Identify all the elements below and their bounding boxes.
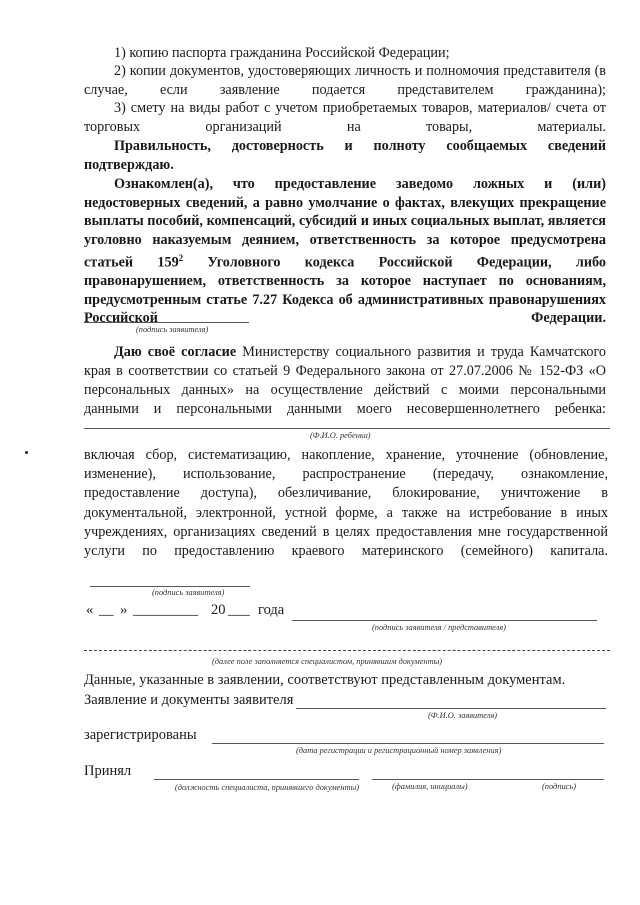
- accepted-label: Принял: [84, 763, 132, 779]
- registered-label: зарегистрированы: [84, 727, 197, 743]
- registration-caption: (дата регистрации и регистрационный номер заявления): [296, 746, 502, 755]
- item-representative-docs: 2) копии документов, удостоверяющих личность и полномочия представителя (в случае, если заявление подается представителем гражданина);: [84, 63, 606, 98]
- data-match-statement: Данные, указанные в заявлении, соответствуют представленным документам.: [84, 672, 566, 688]
- signature-line-1[interactable]: [84, 322, 249, 323]
- date-month-field[interactable]: _________: [133, 602, 199, 618]
- child-fio-caption: (Ф.И.О. ребенка): [310, 431, 371, 440]
- consent-text: Министерству социального развития и труда Камчатского края в соответствии со статьей 9 Федерального закона от 27.07.2006 № 152-ФЗ «О персональных данных» на осуществление действий с моими персональными данными и персональными данными моего несовершеннолетнего ребенка:: [84, 344, 606, 417]
- position-caption: (должность специалиста, принявшего документы): [174, 783, 360, 792]
- liability-text-2: Уголовного кодекса Российской Федерации, либо правонарушением, ответственность за которое наступает по основаниям, предусмотренным статье 7.27 Кодекса об административных правонарушениях Российской Федерации.: [84, 254, 606, 327]
- consent-paragraph: [84, 343, 606, 419]
- article-superscript: 2: [178, 253, 184, 263]
- liability-notice: [84, 175, 606, 328]
- processing-paragraph: включая сбор, систематизацию, накопление, хранение, уточнение (обновление, изменение), использование, распространение (передачу, ознакомление, предоставление доступа), обезличивание, блокирование, уничтожение в документальной, электронной, устной форме, а также на истребование в иных учреждениях, организациях сведений в целях предоставления мне государственной услуги по предоставлению краевого материнского (семейного) капитала.: [84, 447, 608, 560]
- specialist-position-line[interactable]: [154, 779, 359, 780]
- date-open-quote: «: [86, 602, 94, 618]
- signature-caption-1: (подпись заявителя): [136, 325, 209, 334]
- applicant-fio-line[interactable]: [296, 708, 606, 709]
- consent-bold: Даю своё согласие: [114, 344, 237, 360]
- correctness-statement: Правильность, достоверность и полноту сообщаемых сведений подтверждаю.: [84, 138, 606, 173]
- name-caption: (фамилия, инициалы): [392, 782, 468, 791]
- signature-caption-2: (подпись заявителя): [152, 588, 225, 597]
- date-year-word: года: [258, 602, 285, 618]
- child-fio-line[interactable]: [84, 428, 610, 429]
- signature-line-2[interactable]: [90, 586, 250, 587]
- specialist-separator: [84, 650, 610, 651]
- specialist-caption: (далее поле заполняется специалистом, принявшим документы): [212, 657, 443, 666]
- date-day-field[interactable]: __: [99, 602, 114, 618]
- specialist-name-line[interactable]: [372, 779, 604, 780]
- liability-text-1: Ознакомлен(а), что предоставление заведомо ложных и (или) недостоверных сведений, а равно умолчание о фактах, влекущих прекращение выплаты пособий, компенсаций, субсидий и иных социальных выплат, является уголовно наказуемым деянием, ответственность за которое предусмотрена статьей 159: [84, 176, 606, 271]
- date-year-prefix: 20: [211, 602, 226, 618]
- item-cost-estimate: 3) смету на виды работ с учетом приобретаемых товаров, материалов/ счета от торговых организаций на товары, материалы.: [84, 100, 606, 135]
- signature-line-3[interactable]: [292, 620, 597, 621]
- registration-line[interactable]: [212, 743, 604, 744]
- scan-dot: [25, 451, 28, 454]
- date-close-quote: »: [120, 602, 128, 618]
- signature-caption-3: (подпись заявителя / представителя): [372, 623, 506, 632]
- date-year-field[interactable]: ___: [228, 602, 250, 618]
- docs-applicant-label: Заявление и документы заявителя: [84, 692, 294, 708]
- applicant-fio-caption: (Ф.И.О. заявителя): [428, 711, 498, 720]
- item-passport: 1) копию паспорта гражданина Российской Федерации;: [114, 45, 450, 61]
- signature-caption-specialist: (подпись): [542, 782, 576, 791]
